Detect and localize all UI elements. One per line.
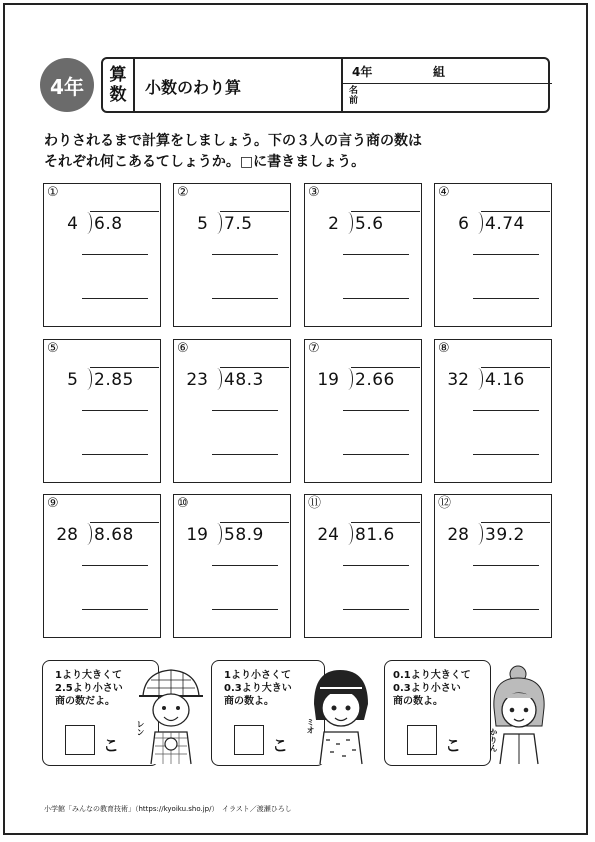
- student-info: [341, 59, 552, 111]
- work-line-1[interactable]: [82, 410, 148, 411]
- counter-2: こ: [272, 736, 289, 755]
- divisor: 28: [56, 525, 78, 545]
- bubble-3-text: [393, 669, 471, 708]
- work-line-1[interactable]: [343, 410, 409, 411]
- counter-1: こ: [103, 736, 120, 755]
- work-line-1[interactable]: [82, 254, 148, 255]
- long-division: [315, 200, 413, 234]
- work-line-1[interactable]: [212, 254, 278, 255]
- grade-badge: 4年: [40, 58, 94, 112]
- long-division: [315, 511, 413, 545]
- long-division: [315, 356, 413, 390]
- divisor: 19: [317, 370, 339, 390]
- division-bar: [481, 522, 550, 523]
- long-division: [54, 356, 152, 390]
- instruction-line-2: それぞれ何こあるてしょうか。□に書きましょう。: [44, 154, 366, 170]
- dividend: 4.16: [485, 370, 525, 390]
- problem-number: ⑩: [177, 496, 189, 511]
- answer-box-2[interactable]: [234, 725, 264, 755]
- dividend: 58.9: [224, 525, 264, 545]
- subject-char-1: 算: [109, 65, 127, 85]
- work-line-1[interactable]: [212, 410, 278, 411]
- worksheet-title: 小数のわり算: [145, 78, 242, 97]
- footer-credit: 小学館「みんなの教育技術」（https://kyoiku.sho.jp/） イラスト／渡瀬ひろし: [44, 805, 292, 813]
- division-bar: [90, 211, 159, 212]
- problem-number: ②: [177, 185, 189, 200]
- division-bar: [90, 522, 159, 523]
- character-name-1: レン: [136, 720, 145, 736]
- division-bar: [481, 211, 550, 212]
- division-bar: [351, 367, 420, 368]
- divisor: 5: [67, 370, 78, 390]
- problem-number: ⑥: [177, 341, 189, 356]
- bubble-3-line-1: 0.1より大きくて: [393, 670, 471, 681]
- bubble-1-line-1: 1より大きくて: [55, 670, 122, 681]
- division-bar: [220, 522, 289, 523]
- problem-number: ⑪: [308, 496, 322, 511]
- bubble-3-line-2: 0.3より小さい: [393, 683, 461, 694]
- girl-character-illustration: [306, 664, 376, 768]
- instructions: [44, 131, 422, 173]
- class-label: 組: [433, 65, 446, 79]
- work-line-1[interactable]: [473, 410, 539, 411]
- division-bracket: [343, 523, 353, 545]
- problem-number: ③: [308, 185, 320, 200]
- divisor: 19: [186, 525, 208, 545]
- long-division: [54, 200, 152, 234]
- work-line-2[interactable]: [473, 454, 539, 455]
- long-division: [445, 511, 543, 545]
- dividend: 2.85: [94, 370, 134, 390]
- answer-box-3[interactable]: [407, 725, 437, 755]
- problem-number: ⑧: [438, 341, 450, 356]
- division-bar: [481, 367, 550, 368]
- division-bracket: [212, 368, 222, 390]
- problem-9: [43, 494, 161, 638]
- problem-10: [173, 494, 291, 638]
- bubble-3-line-3: 商の数よ。: [393, 696, 443, 707]
- division-bracket: [82, 368, 92, 390]
- divisor: 32: [447, 370, 469, 390]
- counter-3: こ: [445, 736, 462, 755]
- problem-5: [43, 339, 161, 483]
- header-box: [101, 57, 550, 113]
- grade-label: 4年: [352, 65, 373, 79]
- work-line-2[interactable]: [82, 298, 148, 299]
- problem-3: [304, 183, 422, 327]
- bubble-2-line-1: 1より小さくて: [224, 670, 291, 681]
- problem-12: [434, 494, 552, 638]
- work-line-1[interactable]: [343, 565, 409, 566]
- division-bracket: [473, 368, 483, 390]
- girl-with-bun-character-illustration: [484, 664, 554, 768]
- work-line-2[interactable]: [212, 609, 278, 610]
- bubble-2-line-2: 0.3より大きい: [224, 683, 292, 694]
- problem-11: [304, 494, 422, 638]
- subject-label: [103, 59, 135, 111]
- problem-4: [434, 183, 552, 327]
- name-label: 名前: [349, 86, 359, 106]
- long-division: [54, 511, 152, 545]
- dividend: 39.2: [485, 525, 525, 545]
- dividend: 8.68: [94, 525, 134, 545]
- dividend: 81.6: [355, 525, 395, 545]
- divisor: 4: [67, 214, 78, 234]
- problem-8: [434, 339, 552, 483]
- problem-2: [173, 183, 291, 327]
- instruction-line-1: わりされるまで計算をしましょう。下の３人の言う商の数は: [44, 133, 422, 149]
- division-bracket: [473, 212, 483, 234]
- division-bar: [220, 367, 289, 368]
- long-division: [184, 200, 282, 234]
- character-name-2: ミオ: [306, 718, 315, 734]
- dividend: 48.3: [224, 370, 264, 390]
- problem-6: [173, 339, 291, 483]
- bubble-1-line-3: 商の数だよ。: [55, 696, 115, 707]
- problem-number: ⑨: [47, 496, 59, 511]
- bubble-2-text: [224, 669, 292, 708]
- problem-number: ⑤: [47, 341, 59, 356]
- long-division: [445, 200, 543, 234]
- problem-1: [43, 183, 161, 327]
- long-division: [445, 356, 543, 390]
- bubble-2-line-3: 商の数よ。: [224, 696, 274, 707]
- subject-char-2: 数: [109, 85, 127, 105]
- division-bar: [90, 367, 159, 368]
- divisor: 28: [447, 525, 469, 545]
- divisor: 2: [328, 214, 339, 234]
- dividend: 5.6: [355, 214, 384, 234]
- bubble-1-text: [55, 669, 123, 708]
- divisor: 23: [186, 370, 208, 390]
- division-bar: [351, 522, 420, 523]
- work-line-2[interactable]: [343, 454, 409, 455]
- character-name-3: かりん: [489, 728, 498, 752]
- grade-class-row: [343, 59, 552, 84]
- divisor: 6: [458, 214, 469, 234]
- dividend: 4.74: [485, 214, 525, 234]
- division-bracket: [212, 523, 222, 545]
- dividend: 6.8: [94, 214, 123, 234]
- problem-number: ⑦: [308, 341, 320, 356]
- problem-7: [304, 339, 422, 483]
- division-bracket: [343, 368, 353, 390]
- divisor: 5: [197, 214, 208, 234]
- work-line-2[interactable]: [343, 609, 409, 610]
- bubble-1-line-2: 2.5より小さい: [55, 683, 123, 694]
- work-line-2[interactable]: [212, 454, 278, 455]
- division-bar: [220, 211, 289, 212]
- problem-number: ④: [438, 185, 450, 200]
- division-bracket: [473, 523, 483, 545]
- work-line-2[interactable]: [473, 609, 539, 610]
- dividend: 7.5: [224, 214, 253, 234]
- division-bracket: [82, 212, 92, 234]
- dividend: 2.66: [355, 370, 395, 390]
- divisor: 24: [317, 525, 339, 545]
- division-bracket: [82, 523, 92, 545]
- speech-bubble-3: [384, 660, 491, 766]
- work-line-2[interactable]: [473, 298, 539, 299]
- work-line-2[interactable]: [343, 298, 409, 299]
- work-line-2[interactable]: [82, 454, 148, 455]
- boy-character-illustration: [137, 664, 207, 768]
- problem-number: ⑫: [438, 496, 452, 511]
- long-division: [184, 511, 282, 545]
- division-bar: [351, 211, 420, 212]
- work-line-1[interactable]: [343, 254, 409, 255]
- long-division: [184, 356, 282, 390]
- work-line-2[interactable]: [82, 609, 148, 610]
- work-line-1[interactable]: [473, 565, 539, 566]
- division-bracket: [343, 212, 353, 234]
- division-bracket: [212, 212, 222, 234]
- answer-box-1[interactable]: [65, 725, 95, 755]
- work-line-2[interactable]: [212, 298, 278, 299]
- problem-number: ①: [47, 185, 59, 200]
- work-line-1[interactable]: [473, 254, 539, 255]
- work-line-1[interactable]: [82, 565, 148, 566]
- work-line-1[interactable]: [212, 565, 278, 566]
